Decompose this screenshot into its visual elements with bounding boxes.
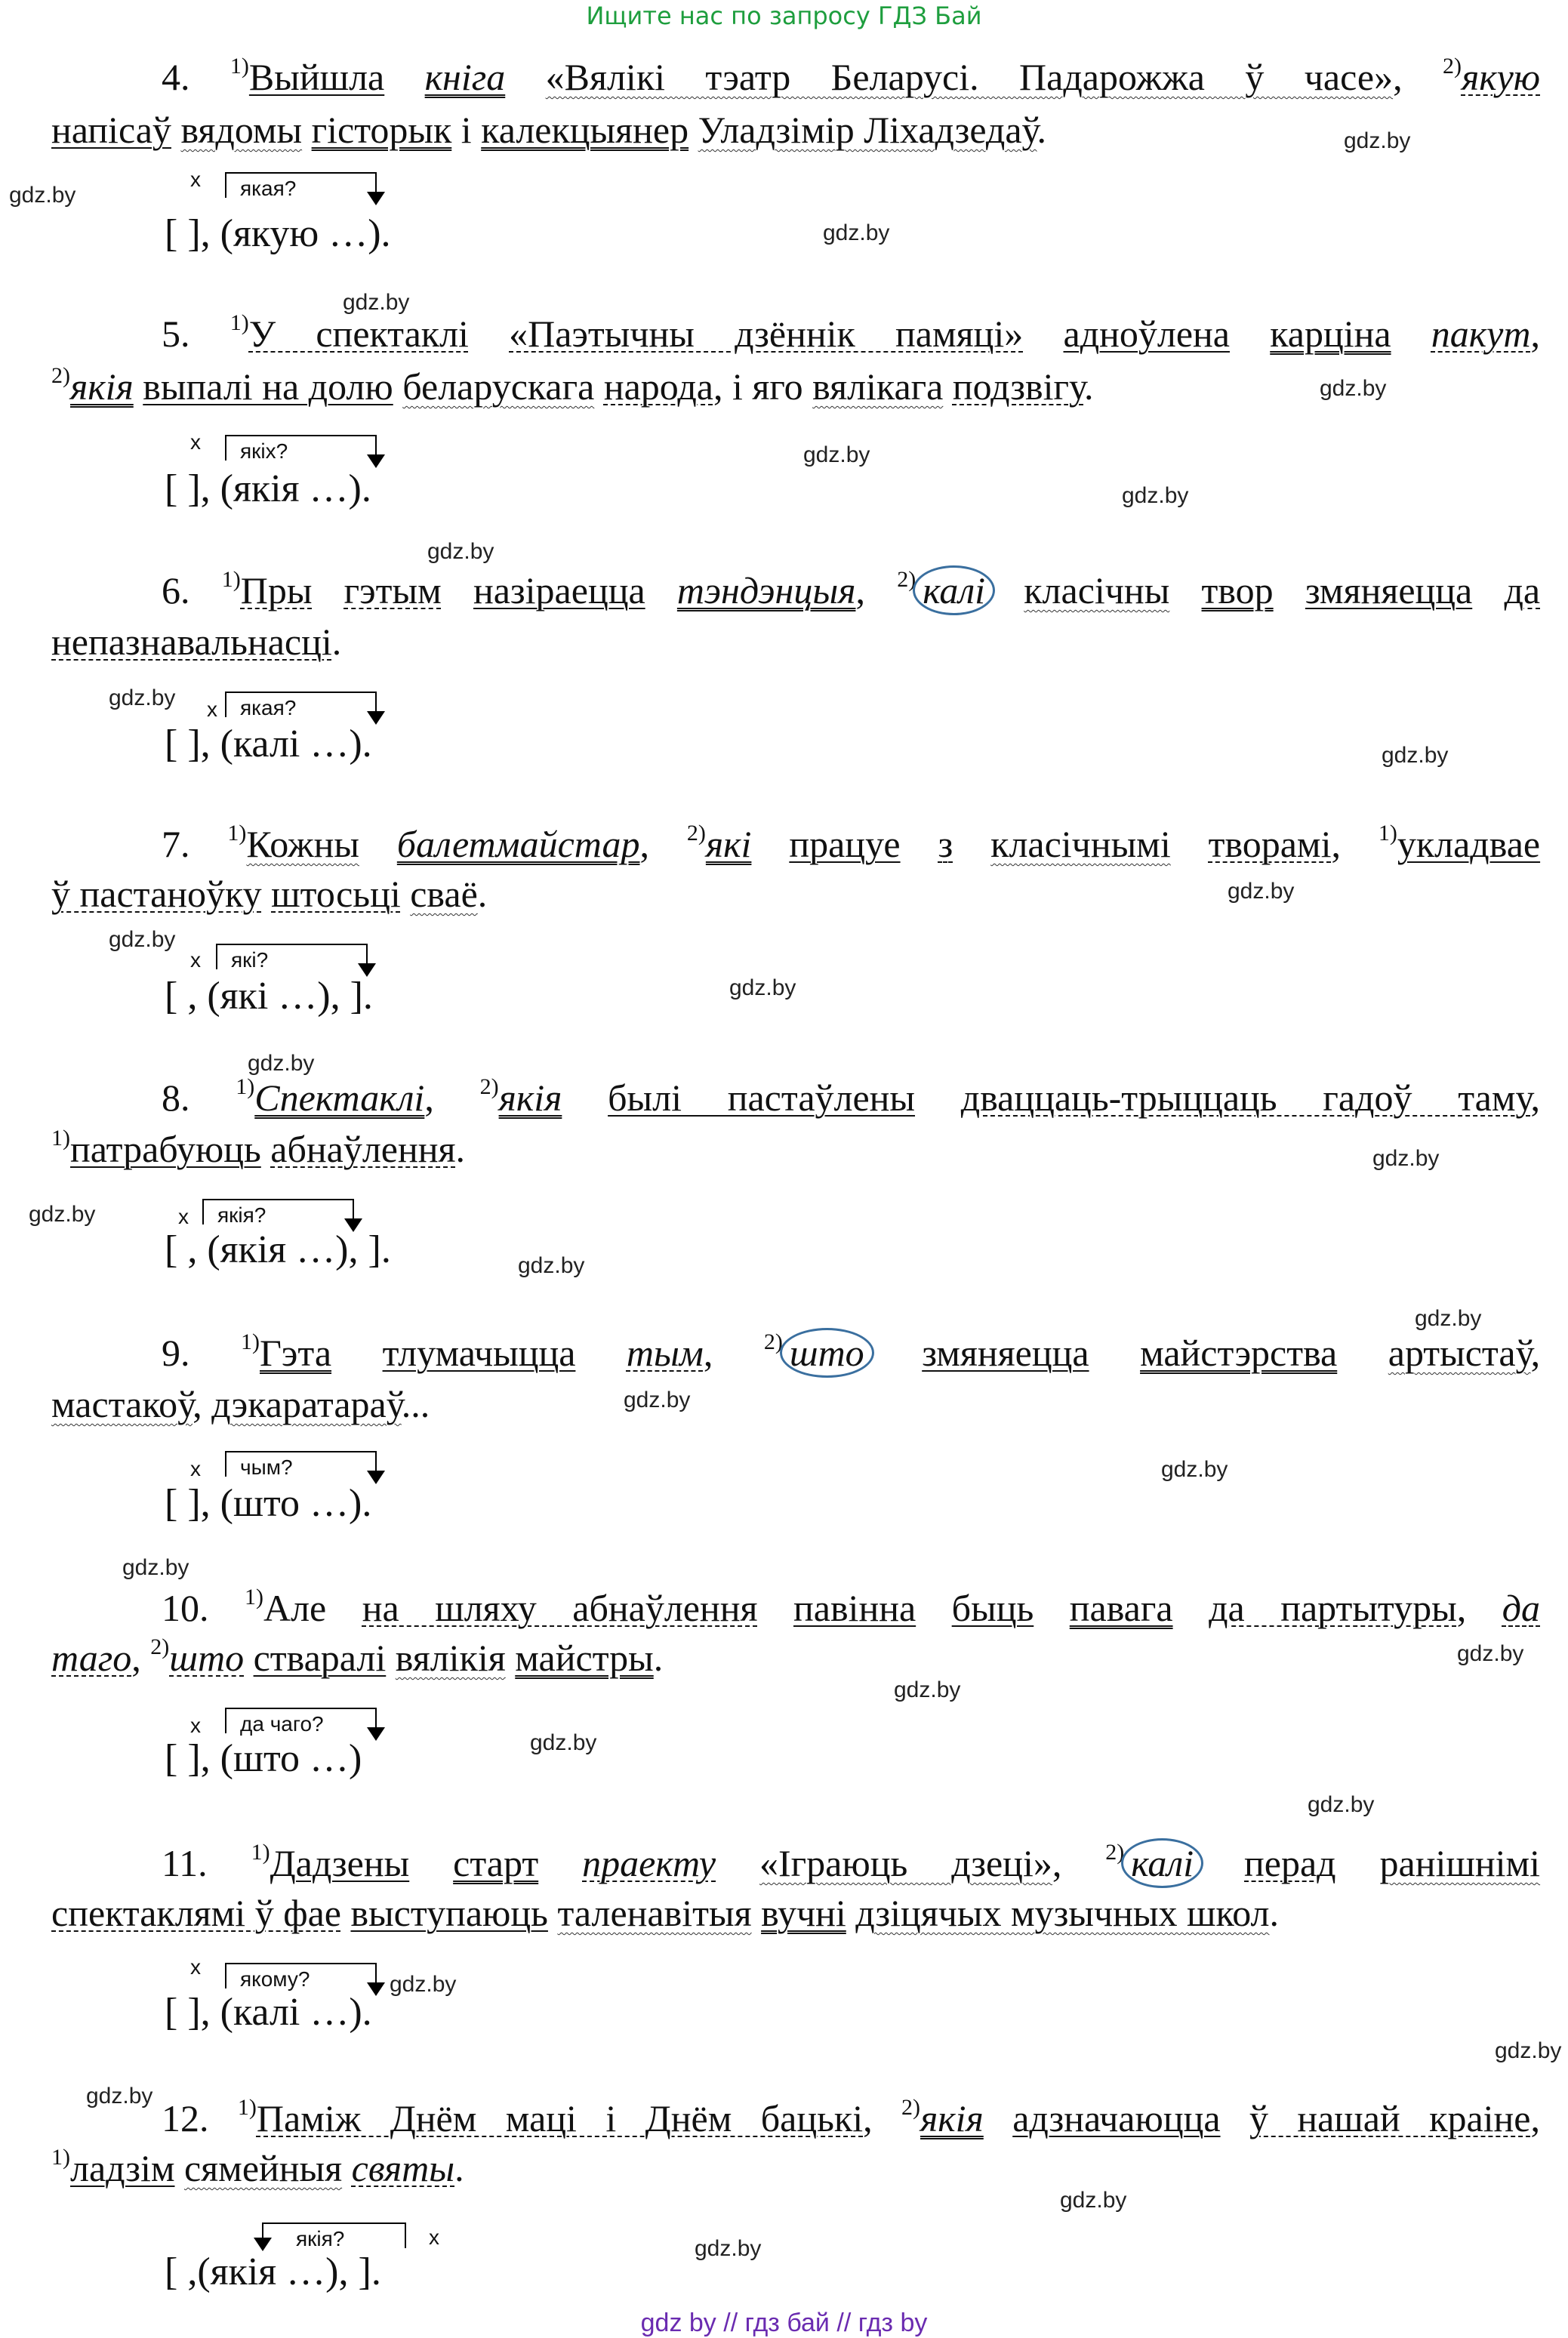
conjunctive-word: якія: [70, 365, 134, 408]
watermark: gdz.by: [530, 1730, 597, 1755]
sentence-number: 6.: [162, 569, 222, 611]
scheme-7: [ , (які …), ].: [165, 975, 373, 1018]
x-mark: х: [190, 948, 201, 972]
scheme-8: [ , (якія …), ].: [165, 1228, 391, 1271]
punct: .: [1083, 365, 1094, 408]
attribute: ранішнімі: [1379, 1842, 1541, 1884]
connector: , і яго: [713, 365, 803, 408]
subject: гісторык: [311, 109, 452, 151]
watermark: gdz.by: [1320, 376, 1387, 401]
subject: Гэта: [260, 1332, 332, 1374]
predicate: напісаў: [51, 109, 171, 151]
scheme-6: [ ], (калі …).: [165, 722, 372, 765]
watermark: gdz.by: [86, 2084, 153, 2109]
clause-index: 1): [1378, 821, 1397, 846]
punct: ,: [1530, 1077, 1541, 1119]
x-mark: х: [190, 168, 201, 191]
attribute: артыстаў: [1388, 1332, 1531, 1374]
adverbial: да: [1504, 569, 1541, 611]
conjunctive-word: якую: [1461, 56, 1541, 98]
adverbial: У спектаклі: [248, 313, 469, 355]
predicate: адноўлена: [1063, 313, 1230, 355]
predicate: былі пастаўлены: [608, 1077, 916, 1119]
punct: ,: [1393, 56, 1443, 98]
question-bracket: які?: [216, 944, 367, 969]
watermark: gdz.by: [1344, 128, 1411, 153]
arrow-shaft: [366, 944, 368, 965]
clause-index: 1): [237, 2095, 257, 2120]
watermark: gdz.by: [695, 2236, 762, 2261]
predicate: адзначаюцца: [1012, 2097, 1221, 2139]
punct: ,: [1331, 823, 1379, 865]
subject: кніга: [424, 56, 506, 98]
sentence-8-line-1: [51, 1074, 1540, 1122]
object: творамі: [1208, 823, 1332, 865]
object: народа: [603, 365, 713, 408]
watermark: gdz.by: [122, 1555, 189, 1580]
clause-index: 2): [763, 1329, 783, 1354]
predicate: выступаюць: [350, 1892, 548, 1934]
punct: ,: [424, 1077, 480, 1119]
watermark: gdz.by: [803, 442, 870, 467]
sentence-4-line-2: [51, 106, 1046, 154]
subject: тэндэнцыя: [676, 569, 856, 611]
clause-index: 2): [1105, 1840, 1125, 1865]
watermark: gdz.by: [823, 220, 890, 245]
watermark: gdz.by: [1161, 1457, 1228, 1482]
sentence-number: 9.: [162, 1332, 242, 1374]
arrow-shaft: [353, 1199, 354, 1220]
scheme-10: [ ], (што …): [165, 1737, 362, 1780]
attribute: Кожны: [246, 823, 359, 865]
watermark: gdz.by: [343, 290, 410, 315]
watermark: gdz.by: [109, 685, 176, 710]
sentence-11-line-1: [51, 1839, 1540, 1887]
attribute: вялікія: [395, 1637, 506, 1679]
conjunction-circled: калі: [913, 565, 995, 615]
punct: ,: [703, 1332, 764, 1374]
punct: ,: [855, 569, 898, 611]
question-bracket: якая?: [225, 692, 376, 717]
clause-index: 1): [227, 821, 247, 846]
clause-index: 1): [236, 1074, 255, 1099]
attribute: мастакоў: [51, 1383, 193, 1425]
object: подзвігу: [952, 365, 1084, 408]
scheme-12: [ ,(якія …), ].: [165, 2250, 381, 2293]
apposition: «Іграюць дзеці»: [759, 1842, 1052, 1884]
object: да: [1502, 1587, 1541, 1629]
watermark: gdz.by: [29, 1202, 96, 1227]
attribute: дэкаратараў: [211, 1383, 402, 1425]
sentence-12-line-1: [51, 2094, 1540, 2142]
punct: ,: [639, 823, 687, 865]
predicate: стваралі: [253, 1637, 387, 1679]
arrow-shaft: [375, 1963, 377, 1984]
adverbial: Пры: [240, 569, 313, 611]
footer-links[interactable]: gdz by // гдз бай // гдз by: [640, 2309, 928, 2337]
sentence-6-line-1: [51, 566, 1540, 615]
adverbial: перад: [1244, 1842, 1336, 1884]
sentence-number: 5.: [162, 313, 230, 355]
sentence-number: 11.: [162, 1842, 251, 1884]
watermark: gdz.by: [9, 183, 76, 208]
clause-index: 2): [686, 821, 706, 846]
sentence-9-line-1: [51, 1329, 1540, 1377]
arrow-down-icon: [367, 1727, 385, 1741]
object: пакут: [1431, 313, 1531, 355]
top-banner[interactable]: Ищите нас по запросу ГДЗ Бай: [586, 2, 982, 30]
conjunctive-word: якія: [498, 1077, 562, 1119]
watermark: gdz.by: [1457, 1641, 1524, 1666]
preposition: з: [938, 823, 953, 865]
watermark: gdz.by: [729, 975, 796, 1000]
scheme-9: [ ], (што …).: [165, 1482, 372, 1525]
watermark: gdz.by: [1382, 743, 1449, 768]
sentence-11-line-2: [51, 1889, 1279, 1937]
x-mark: х: [190, 1955, 201, 1979]
object: штосьці: [271, 873, 401, 915]
adverbial: Паміж Днём маці і Днём бацькі: [256, 2097, 864, 2139]
punct: ...: [401, 1383, 430, 1425]
conjunction-circled: калі: [1121, 1838, 1203, 1888]
attribute: «Паэтычны дзённік памяці»: [509, 313, 1024, 355]
subject: калекцыянер: [481, 109, 689, 151]
object: да партытуры: [1209, 1587, 1457, 1629]
scheme-11: [ ], (калі …).: [165, 1991, 372, 2034]
question-bracket: якому?: [225, 1963, 376, 1988]
scheme-5: [ ], (якія …).: [165, 467, 371, 510]
clause-index: 1): [241, 1329, 260, 1354]
watermark: gdz.by: [1060, 2188, 1127, 2213]
sentence-10-line-1: [51, 1584, 1540, 1632]
predicate: укладвае: [1397, 823, 1541, 865]
attribute: класічнымі: [990, 823, 1171, 865]
arrow-shaft: [375, 1451, 377, 1472]
subject: карціна: [1270, 313, 1391, 355]
sentence-9-line-2: мастакоў, дэкаратараў...: [51, 1383, 430, 1425]
x-mark: х: [190, 1457, 201, 1480]
x-mark: х: [190, 430, 201, 454]
object: таго: [51, 1637, 132, 1679]
arrow-down-icon: [367, 192, 385, 205]
sentence-12-line-2: [51, 2144, 464, 2192]
subject: павага: [1069, 1587, 1173, 1629]
subject: старт: [453, 1842, 539, 1884]
subject: твор: [1201, 569, 1274, 611]
attribute: дзіцячых музычных школ: [855, 1892, 1270, 1934]
punct: .: [454, 2147, 464, 2189]
sentence-7-line-2: [51, 870, 487, 918]
adverbial: непазнавальнасці: [51, 621, 332, 663]
question-bracket: якая?: [225, 172, 376, 198]
object: святы: [351, 2147, 455, 2189]
watermark: gdz.by: [1228, 879, 1295, 904]
punct: ,: [863, 2097, 902, 2139]
conjunction-circled: што: [780, 1328, 874, 1378]
apposition: «Вялікі тэатр Беларусі. Падарожжа ў часе»: [545, 56, 1394, 98]
object: абнаўлення: [270, 1128, 456, 1170]
question-bracket: да чаго?: [225, 1708, 376, 1733]
apposition: Уладзімір Ліхадзедаў: [698, 109, 1037, 151]
attribute: вядомы: [180, 109, 303, 151]
predicate: змяняецца: [922, 1332, 1089, 1374]
adverbial: гэтым: [343, 569, 442, 611]
watermark: gdz.by: [1372, 1146, 1440, 1171]
predicate: назіраецца: [473, 569, 645, 611]
predicate: павінна: [793, 1587, 916, 1629]
punct: .: [653, 1637, 664, 1679]
predicate: тлумачыцца: [382, 1332, 576, 1374]
punct: ,: [1456, 1587, 1467, 1629]
clause-index: 1): [230, 54, 249, 79]
question-bracket: якія?: [202, 1199, 353, 1224]
watermark: gdz.by: [1495, 2038, 1562, 2063]
arrow-shaft: [375, 1708, 377, 1729]
watermark: gdz.by: [390, 1972, 457, 1997]
sentence-number: 4.: [162, 56, 230, 98]
x-mark: х: [429, 2226, 439, 2249]
subject: балетмайстар: [396, 823, 640, 865]
clause-index: 2): [479, 1074, 499, 1099]
punct: ,: [1530, 2097, 1540, 2139]
watermark: gdz.by: [1415, 1306, 1482, 1331]
conjunction: Але: [263, 1587, 327, 1629]
object: ў пастаноўку: [51, 873, 262, 915]
attribute: вялікага: [812, 365, 944, 408]
punct: ,: [1530, 1332, 1541, 1374]
attribute: таленавітыя: [557, 1892, 752, 1934]
sentence-7-line-1: [51, 820, 1540, 868]
watermark: gdz.by: [624, 1388, 691, 1412]
x-mark: х: [190, 1714, 201, 1737]
adverbial: дваццаць-трыццаць гадоў таму: [960, 1077, 1531, 1119]
punct: .: [1037, 109, 1047, 151]
sentence-6-line-2: [51, 618, 341, 666]
adverbial: спектаклямі ў фае: [51, 1892, 341, 1934]
predicate: выпалі на долю: [143, 365, 393, 408]
subject: майстэрства: [1140, 1332, 1338, 1374]
clause-index: 2): [150, 1634, 170, 1659]
arrow-shaft: [375, 435, 377, 456]
attribute: сямейныя: [183, 2147, 343, 2189]
punct: .: [477, 873, 488, 915]
sentence-10-line-2: [51, 1634, 663, 1682]
clause-index: 2): [1442, 54, 1462, 79]
clause-index: 1): [230, 310, 249, 335]
predicate: працуе: [789, 823, 901, 865]
clause-index: 1): [251, 1840, 270, 1865]
conjunctive-word: які: [705, 823, 752, 865]
arrow-shaft: [375, 692, 377, 713]
attribute: класічны: [1024, 569, 1170, 611]
punct: .: [455, 1128, 466, 1170]
scheme-4: [ ], (якую …).: [165, 212, 391, 255]
conjunctive-word: што: [169, 1637, 245, 1679]
sentence-number: 8.: [162, 1077, 236, 1119]
watermark: gdz.by: [518, 1253, 585, 1278]
punct: ,: [1052, 1842, 1106, 1884]
sentence-8-line-2: [51, 1125, 465, 1173]
punct: ,: [1530, 313, 1540, 355]
sentence-number: 12.: [162, 2097, 238, 2139]
watermark: gdz.by: [1122, 483, 1189, 508]
sentence-4-line-1: [51, 53, 1540, 101]
clause-index: 2): [901, 2095, 921, 2120]
subject: вучні: [761, 1892, 846, 1934]
conjunctive-word: якія: [920, 2097, 984, 2139]
sentence-number: 7.: [162, 823, 228, 865]
watermark: gdz.by: [248, 1051, 315, 1076]
clause-index: 1): [51, 1126, 70, 1151]
sentence-5-line-2: [51, 362, 1093, 411]
watermark: gdz.by: [109, 927, 176, 952]
sentence-5-line-1: [51, 310, 1540, 358]
arrow-shaft: [375, 172, 377, 193]
predicate: патрабуюць: [70, 1128, 261, 1170]
punct: .: [331, 621, 342, 663]
subject: майстры: [515, 1637, 654, 1679]
question-bracket: якія?: [263, 2222, 406, 2248]
predicate: змяняецца: [1305, 569, 1473, 611]
predicate: быць: [951, 1587, 1034, 1629]
punct: .: [1269, 1892, 1279, 1934]
predicate: Дадзены: [270, 1842, 410, 1884]
x-mark: х: [178, 1205, 189, 1228]
question-bracket: чым?: [225, 1451, 376, 1477]
object: тым: [626, 1332, 704, 1374]
predicate: ладзім: [70, 2147, 175, 2189]
adverbial: на шляху абнаўлення: [362, 1587, 758, 1629]
question-bracket: якіх?: [225, 435, 376, 461]
watermark: gdz.by: [1308, 1792, 1375, 1817]
x-mark: х: [207, 698, 217, 721]
watermark: gdz.by: [427, 539, 494, 564]
punct: ,: [131, 1637, 151, 1679]
conjunction: і: [461, 109, 472, 151]
sentence-number: 10.: [162, 1587, 245, 1629]
clause-index: 1): [51, 2145, 70, 2170]
adverbial: ў нашай краіне: [1249, 2097, 1531, 2139]
clause-index: 1): [221, 567, 241, 592]
clause-index: 2): [897, 567, 916, 592]
clause-index: 2): [51, 363, 70, 388]
watermark: gdz.by: [894, 1677, 961, 1702]
attribute: беларускага: [402, 365, 595, 408]
clause-index: 1): [245, 1585, 263, 1609]
object: праекту: [582, 1842, 716, 1884]
attribute: сваё: [410, 873, 478, 915]
subject: Спектаклі: [254, 1077, 425, 1119]
predicate: Выйшла: [248, 56, 385, 98]
